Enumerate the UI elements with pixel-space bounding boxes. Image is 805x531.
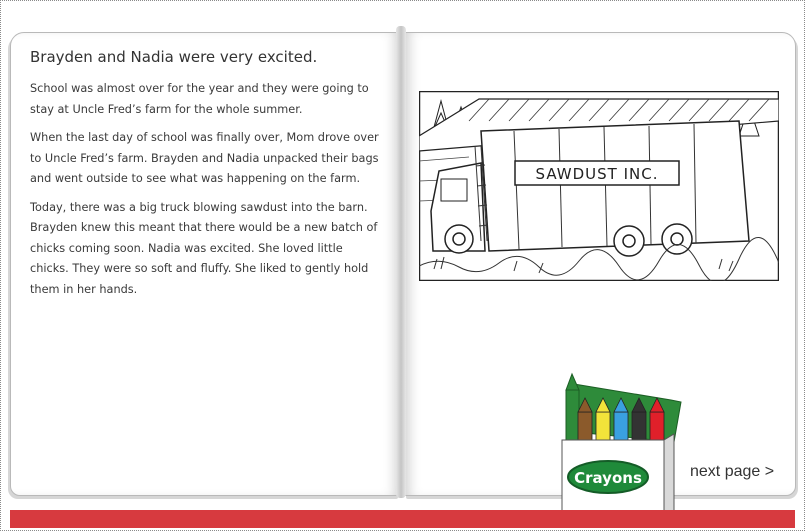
story-title: Brayden and Nadia were very excited. xyxy=(30,48,318,66)
truck-sign-text: SAWDUST INC. xyxy=(535,165,659,183)
story-paragraph-3: Today, there was a big truck blowing sawdust into the barn. Brayden knew this meant that there would be a new batch of chicks coming soon. Nadia was excited. She loved little chicks. They were so soft and fluffy. She liked to gently hold them in her hands. xyxy=(30,200,378,296)
crayon-box-label: Crayons xyxy=(574,469,642,487)
story-paragraph-2: When the last day of school was finally over, Mom drove over to Uncle Fred’s farm. Brayden and Nadia unpacked their bags and went outside to see what was happening on the farm. xyxy=(30,131,379,185)
book-spine xyxy=(396,26,406,498)
next-page-button[interactable]: next page > xyxy=(690,463,775,480)
bottom-bar xyxy=(10,510,795,528)
crayon-box xyxy=(556,372,686,512)
story-paragraph-1: School was almost over for the year and they were going to stay at Uncle Fred’s farm for the whole summer. xyxy=(30,82,369,116)
story-text xyxy=(30,48,382,308)
truck-illustration xyxy=(419,91,779,281)
